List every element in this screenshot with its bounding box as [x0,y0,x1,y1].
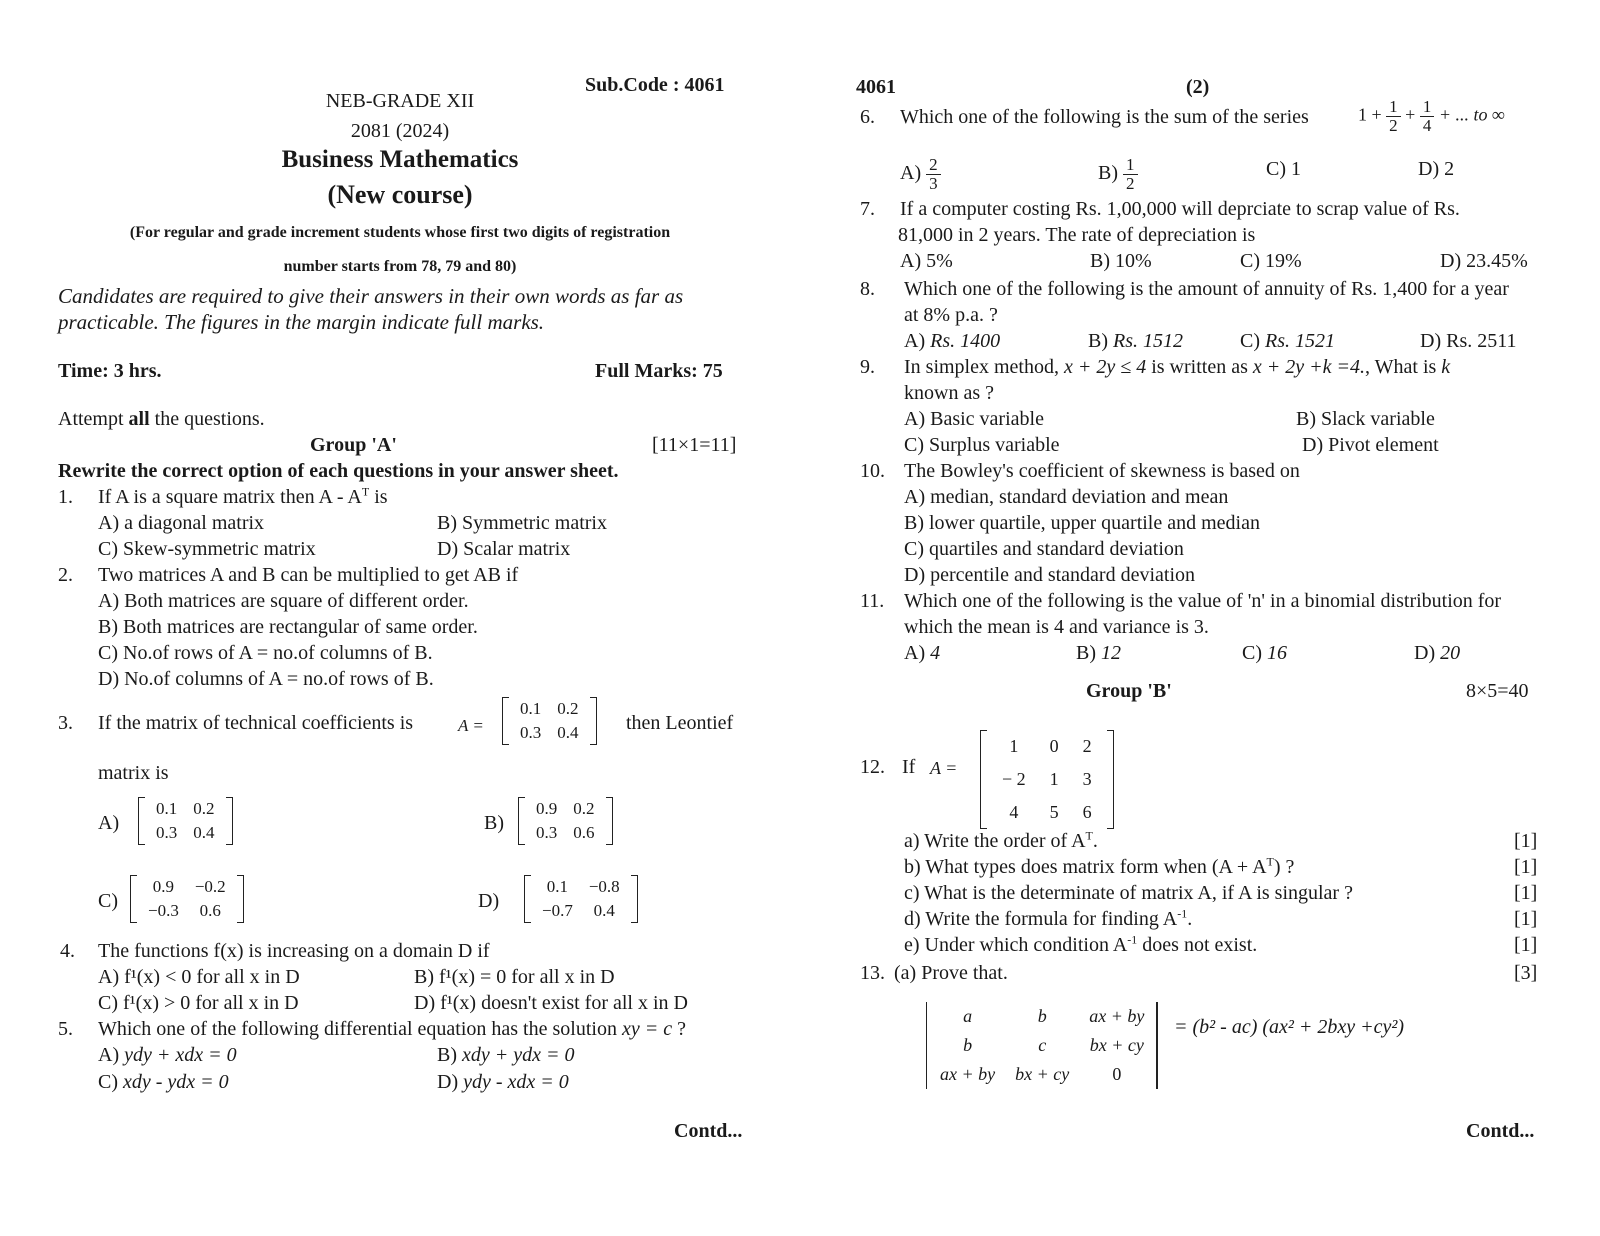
option-b: B) $\frac{1}{2}$ [1098,156,1138,193]
option-c: C) f¹(x) > 0 for all x in D [98,992,299,1014]
question-text-1: Which one of the following is the amount of annuity of Rs. 1,400 for a year [904,278,1509,300]
option-a: A) 4 [904,642,941,664]
option-a-matrix: 0.1 0.2 0.3 0.4 [138,797,233,845]
attempt-note: Attempt all the questions. [58,408,265,430]
option-c: C) 19% [1240,250,1302,272]
question-text-1: If a computer costing Rs. 1,00,000 will deprciate to scrap value of Rs. [900,198,1460,220]
eligibility-line-1: (For regular and grade increment students whose first two digits of registration [129,224,671,241]
option-d: D) Scalar matrix [437,538,571,560]
option-c-matrix: 0.9 −0.2 −0.3 0.6 [130,875,244,923]
question-number: 9. [860,356,875,378]
option-b: B) lower quartile, upper quartile and median [904,512,1260,534]
question-number: 4. [60,940,75,962]
sub-question-a: a) Write the order of $A^T$. [904,828,1098,852]
option-a-label: A) [98,812,120,834]
option-c: C) Skew-symmetric matrix [98,538,316,560]
group-a-marks: [11×1=11] [652,434,737,456]
question-number: 11. [860,590,885,612]
option-a: A) a diagonal matrix [98,512,265,534]
option-d: D) Pivot element [1302,434,1439,456]
option-d: D) f¹(x) doesn't exist for all x in D [414,992,688,1014]
question-text: If A is a square matrix then A - $A^T$ is [98,484,388,508]
series-expression: 1 + $\frac{1}{2}$ + $\frac{1}{4}$ + ... to ∞ [1358,97,1505,135]
marks-b: [1] [1514,856,1538,878]
matrix-a: 1 0 2 − 2 1 3 4 5 6 [980,730,1114,829]
option-c: C) 16 [1242,642,1287,664]
option-d: D) No.of columns of A = no.of rows of B. [98,668,434,690]
option-d: D) Rs. 2511 [1420,330,1517,352]
sub-code: Sub.Code : 4061 [585,74,725,96]
option-b: B) f¹(x) = 0 for all x in D [414,966,615,988]
page-number: (2) [1186,76,1210,98]
option-a: A) median, standard deviation and mean [904,486,1229,508]
sub-question-b: b) What types does matrix form when $(A + A^T)$ ? [904,854,1295,878]
question-text-2: 81,000 in 2 years. The rate of depreciation is [898,224,1256,246]
determinant: a b ax + by b c bx + cy ax + by bx + cy 0 [926,1002,1158,1089]
question-number: 1. [58,486,73,508]
question-number: 5. [58,1018,73,1040]
question-text-2: which the mean is 4 and variance is 3. [904,616,1209,638]
question-text: (a) Prove that. [894,962,1008,984]
contd-right: Contd... [1466,1120,1535,1142]
question-text: If the matrix of technical coefficients is [98,712,414,734]
instructions-line-2: practicable. The figures in the margin indicate full marks. [58,310,545,334]
sub-question-d: d) Write the formula for finding $A^{-1}$. [904,906,1193,930]
question-number: 13. [860,962,885,984]
option-b: B) Slack variable [1296,408,1435,430]
option-d: D) 20 [1414,642,1461,664]
question-text: Which one of the following is the sum of the series [900,106,1309,128]
option-d-label: D) [478,890,500,912]
rewrite-instruction: Rewrite the correct option of each questions in your answer sheet. [58,460,619,482]
option-c: C) Surplus variable [904,434,1060,456]
question-number: 6. [860,106,875,128]
option-d: D) ydy - xdx = 0 [437,1071,569,1093]
question-text: The Bowley's coefficient of skewness is based on [904,460,1300,482]
group-b-heading: Group 'B' [1086,680,1172,702]
option-a: A) $\frac{2}{3}$ [900,156,941,193]
coefficient-matrix: 0.1 0.2 0.3 0.4 [502,697,597,745]
group-b-marks: 8×5=40 [1466,680,1529,702]
exam-year: 2081 (2024) [350,120,450,142]
subject-title: Business Mathematics [281,146,519,173]
instructions-line-1: Candidates are required to give their answers in their own words as far as [58,284,684,308]
question-text-2: at 8% p.a. ? [904,304,998,326]
question-text: The functions f(x) is increasing on a domain D if [98,940,490,962]
option-c: C) No.of rows of A = no.of columns of B. [98,642,433,664]
question-text: Two matrices A and B can be multiplied to get AB if [98,564,519,586]
matrix-variable: A = [458,716,484,735]
sub-question-e: e) Under which condition $A^{-1}$ does not exist. [904,932,1258,956]
option-c: C) xdy - ydx = 0 [98,1071,229,1093]
question-text: Which one of the following differential equation has the solution xy = c ? [98,1018,686,1040]
option-d: D) 23.45% [1440,250,1528,272]
option-d: D) percentile and standard deviation [904,564,1195,586]
option-c: C) quartiles and standard deviation [904,538,1184,560]
question-number: 10. [860,460,885,482]
option-b-label: B) [484,812,504,834]
question-text: If [902,756,916,778]
question-number: 12. [860,756,885,778]
option-a: A) 5% [900,250,953,272]
option-d-matrix: 0.1 −0.8 −0.7 0.4 [524,875,638,923]
option-b: B) Symmetric matrix [437,512,607,534]
determinant-rhs: = (b² - ac) (ax² + 2bxy +cy²) [1174,1016,1405,1038]
time-allowed: Time: 3 hrs. [58,360,162,382]
option-c: C) Rs. 1521 [1240,330,1335,352]
question-marks: [3] [1514,962,1538,984]
question-number: 8. [860,278,875,300]
sub-question-c: c) What is the determinate of matrix A, if A is singular ? [904,882,1353,904]
option-a: A) f¹(x) < 0 for all x in D [98,966,300,988]
full-marks: Full Marks: 75 [595,360,723,382]
marks-c: [1] [1514,882,1538,904]
marks-d: [1] [1514,908,1538,930]
option-c: C) 1 [1266,158,1301,180]
course-title: (New course) [327,180,473,209]
option-c-label: C) [98,890,118,912]
contd-left: Contd... [674,1120,743,1142]
option-b: B) Rs. 1512 [1088,330,1183,352]
option-a: A) ydy + xdx = 0 [98,1044,237,1066]
board-title: NEB-GRADE XII [325,90,475,112]
question-number: 3. [58,712,73,734]
question-text-1: Which one of the following is the value of 'n' in a binomial distribution for [904,590,1502,612]
matrix-variable: A = [930,758,958,778]
option-b: B) 12 [1076,642,1121,664]
page-code: 4061 [856,76,896,98]
marks-e: [1] [1514,934,1538,956]
question-number: 7. [860,198,875,220]
option-d: D) 2 [1418,158,1455,180]
option-b: B) 10% [1090,250,1152,272]
question-text: In simplex method, x + 2y ≤ 4 is written as x + 2y +k =4., What is k [904,356,1451,378]
marks-a: [1] [1514,830,1538,852]
option-a: A) Basic variable [904,408,1044,430]
option-a: A) Rs. 1400 [904,330,1001,352]
option-b-matrix: 0.9 0.2 0.3 0.6 [518,797,613,845]
group-a-heading: Group 'A' [310,434,397,456]
question-text-2: known as ? [904,382,994,404]
option-b: B) xdy + ydx = 0 [437,1044,575,1066]
question-text-end: matrix is [98,762,169,784]
question-text-continued: then Leontief [626,712,734,734]
option-b: B) Both matrices are rectangular of same order. [98,616,478,638]
eligibility-line-2: number starts from 78, 79 and 80) [283,258,517,275]
question-number: 2. [58,564,73,586]
option-a: A) Both matrices are square of different order. [98,590,469,612]
